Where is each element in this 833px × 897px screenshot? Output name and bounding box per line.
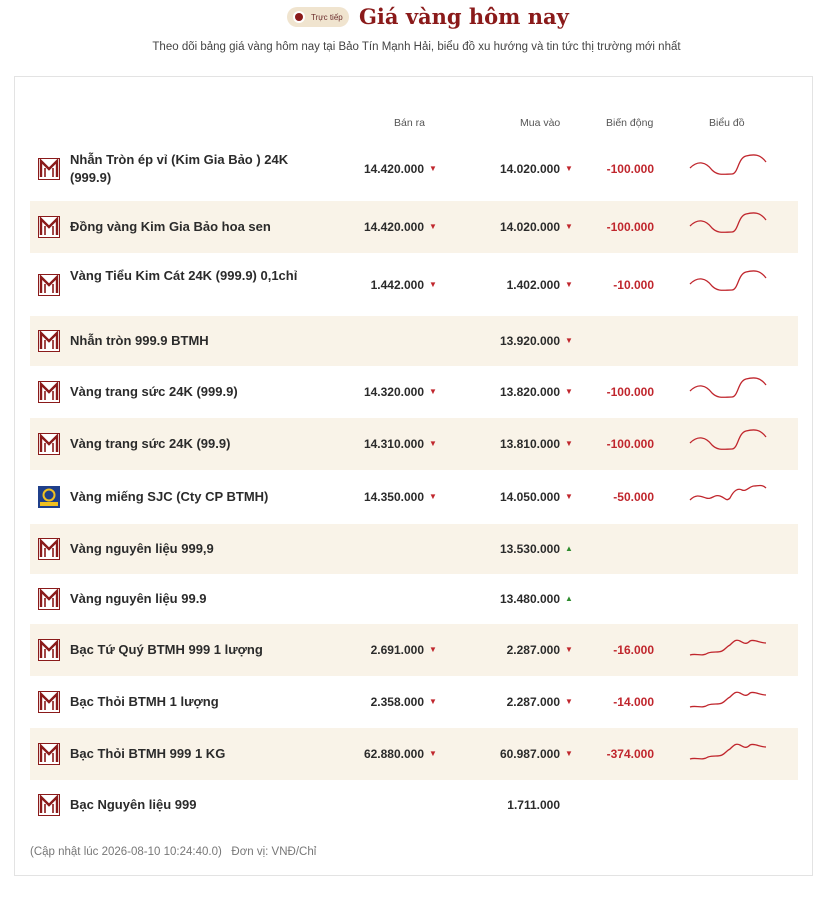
live-badge[interactable] bbox=[287, 7, 349, 27]
trend-down-icon: ▼ bbox=[565, 749, 573, 758]
trend-sparkline[interactable] bbox=[688, 268, 768, 302]
trend-down-icon: ▼ bbox=[565, 279, 573, 289]
trend-down-icon: ▼ bbox=[565, 336, 573, 345]
btmh-logo-icon bbox=[38, 158, 60, 180]
btmh-logo-icon bbox=[38, 743, 60, 765]
buy-price: 14.020.000 bbox=[499, 162, 560, 176]
sell-price: 14.420.000 bbox=[363, 162, 424, 176]
price-change: -100.000 bbox=[606, 220, 654, 234]
btmh-logo-icon bbox=[38, 794, 60, 816]
product-name: Vàng nguyên liệu 99.9 bbox=[70, 591, 207, 606]
btmh-logo-icon bbox=[38, 639, 60, 661]
col-header-sell: Bán ra bbox=[394, 117, 425, 129]
sparkline-path bbox=[690, 430, 766, 449]
btmh-logo-icon bbox=[38, 588, 60, 610]
buy-price: 2.287.000 bbox=[506, 643, 560, 657]
product-name: Nhẫn Tròn ép vỉ (Kim Gia Bảo ) 24K (999.9) bbox=[70, 152, 289, 185]
update-time: (Cập nhật lúc 2026-08-10 10:24:40.0) bbox=[30, 846, 222, 858]
trend-up-icon: ▲ bbox=[565, 594, 573, 603]
trend-down-icon: ▼ bbox=[565, 645, 573, 654]
col-header-buy: Mua vào bbox=[520, 117, 561, 129]
sparkline-path bbox=[690, 378, 766, 397]
product-name: Vàng trang sức 24K (99.9) bbox=[70, 436, 231, 451]
sparkline-path bbox=[690, 486, 766, 501]
trend-down-icon: ▼ bbox=[429, 492, 437, 501]
sell-price: 14.320.000 bbox=[363, 385, 424, 399]
sparkline-path bbox=[690, 692, 766, 707]
buy-price: 1.711.000 bbox=[507, 798, 560, 812]
live-dot-icon bbox=[295, 13, 303, 21]
trend-up-icon: ▲ bbox=[565, 544, 573, 553]
table-row[interactable] bbox=[30, 780, 798, 830]
sell-price: 62.880.000 bbox=[363, 747, 424, 761]
sell-price: 14.310.000 bbox=[363, 437, 424, 451]
price-change: -100.000 bbox=[606, 437, 654, 451]
product-name: Vàng trang sức 24K (999.9) bbox=[70, 384, 238, 399]
product-name: Bạc Nguyên liệu 999 bbox=[70, 797, 197, 812]
table-row[interactable] bbox=[30, 253, 798, 316]
btmh-logo-icon bbox=[38, 274, 60, 296]
table-row[interactable] bbox=[30, 201, 798, 253]
col-header-chart: Biểu đồ bbox=[709, 117, 745, 129]
sell-price: 14.350.000 bbox=[363, 490, 424, 504]
product-name: Vàng Tiểu Kim Cát 24K (999.9) 0,1chỉ bbox=[70, 267, 298, 283]
table-row[interactable] bbox=[30, 418, 798, 470]
trend-down-icon: ▼ bbox=[429, 749, 437, 758]
trend-sparkline[interactable] bbox=[688, 737, 768, 771]
trend-down-icon: ▼ bbox=[429, 164, 437, 173]
sparkline-path bbox=[690, 744, 766, 759]
table-row[interactable] bbox=[30, 470, 798, 524]
trend-down-icon: ▼ bbox=[565, 697, 573, 706]
buy-price: 2.287.000 bbox=[506, 695, 560, 709]
buy-price: 13.920.000 bbox=[499, 334, 560, 348]
product-name: Vàng nguyên liệu 999,9 bbox=[70, 541, 214, 556]
table-row[interactable] bbox=[30, 574, 798, 624]
product-name: Bạc Tứ Quý BTMH 999 1 lượng bbox=[70, 642, 263, 657]
trend-down-icon: ▼ bbox=[565, 387, 573, 396]
price-change: -16.000 bbox=[613, 643, 654, 657]
price-change: -14.000 bbox=[613, 695, 654, 709]
trend-down-icon: ▼ bbox=[429, 439, 437, 448]
buy-price: 13.820.000 bbox=[499, 385, 560, 399]
price-change: -100.000 bbox=[606, 385, 654, 399]
sparkline-path bbox=[690, 213, 766, 232]
btmh-logo-icon bbox=[38, 216, 60, 238]
trend-sparkline[interactable] bbox=[688, 685, 768, 719]
sell-price: 2.358.000 bbox=[370, 695, 424, 709]
trend-down-icon: ▼ bbox=[429, 222, 437, 231]
price-change: -50.000 bbox=[613, 490, 654, 504]
btmh-logo-icon bbox=[38, 691, 60, 713]
trend-sparkline[interactable] bbox=[688, 210, 768, 244]
page-title: Giá vàng hôm nay bbox=[359, 4, 569, 29]
buy-price: 13.480.000 bbox=[499, 592, 560, 606]
btmh-logo-icon bbox=[38, 381, 60, 403]
sparkline-path bbox=[690, 155, 766, 174]
table-row[interactable] bbox=[30, 728, 798, 780]
product-name: Bạc Thỏi BTMH 1 lượng bbox=[70, 694, 219, 709]
trend-sparkline[interactable] bbox=[688, 480, 768, 514]
trend-down-icon: ▼ bbox=[429, 645, 437, 654]
buy-price: 60.987.000 bbox=[499, 747, 560, 761]
buy-price: 14.020.000 bbox=[499, 220, 560, 234]
trend-sparkline[interactable] bbox=[688, 152, 768, 186]
table-row[interactable] bbox=[30, 676, 798, 728]
col-header-change: Biến động bbox=[606, 117, 654, 129]
unit-label: Đơn vị: VNĐ/Chỉ bbox=[231, 846, 317, 858]
trend-sparkline[interactable] bbox=[688, 375, 768, 409]
live-label: Trực tiếp bbox=[311, 12, 343, 22]
buy-price: 13.810.000 bbox=[499, 437, 560, 451]
sparkline-path bbox=[690, 270, 766, 289]
page-subtitle: Theo dõi bảng giá vàng hôm nay tại Bảo Tín Mạnh Hải, biểu đồ xu hướng và tin tức thị trường mới nhất bbox=[152, 41, 681, 53]
sjc-logo-icon bbox=[38, 486, 60, 508]
trend-sparkline[interactable] bbox=[688, 633, 768, 667]
btmh-logo-icon bbox=[38, 538, 60, 560]
btmh-logo-icon bbox=[38, 433, 60, 455]
sparkline-path bbox=[690, 640, 766, 655]
price-change: -374.000 bbox=[606, 747, 654, 761]
product-name: Vàng miếng SJC (Cty CP BTMH) bbox=[70, 489, 269, 504]
sell-price: 14.420.000 bbox=[363, 220, 424, 234]
sell-price: 1.442.000 bbox=[370, 277, 424, 292]
buy-price: 13.530.000 bbox=[499, 542, 560, 556]
product-name: Bạc Thỏi BTMH 999 1 KG bbox=[70, 746, 226, 761]
page-header bbox=[0, 0, 833, 70]
trend-down-icon: ▼ bbox=[429, 279, 437, 289]
buy-price: 14.050.000 bbox=[499, 490, 560, 504]
product-name: Đồng vàng Kim Gia Bảo hoa sen bbox=[70, 219, 271, 234]
table-row[interactable] bbox=[30, 524, 798, 574]
table-row[interactable] bbox=[30, 366, 798, 418]
table-row[interactable] bbox=[30, 316, 798, 366]
price-change: -100.000 bbox=[606, 162, 654, 176]
trend-down-icon: ▼ bbox=[565, 492, 573, 501]
trend-down-icon: ▼ bbox=[565, 222, 573, 231]
price-change: -10.000 bbox=[613, 277, 654, 292]
trend-down-icon: ▼ bbox=[565, 439, 573, 448]
trend-down-icon: ▼ bbox=[565, 164, 573, 173]
table-row[interactable] bbox=[30, 137, 798, 201]
table-row[interactable] bbox=[30, 624, 798, 676]
product-name: Nhẫn tròn 999.9 BTMH bbox=[70, 333, 209, 348]
footer-note bbox=[30, 846, 316, 858]
btmh-logo-icon bbox=[38, 330, 60, 352]
trend-sparkline[interactable] bbox=[688, 427, 768, 461]
buy-price: 1.402.000 bbox=[506, 277, 560, 292]
trend-down-icon: ▼ bbox=[429, 697, 437, 706]
sell-price: 2.691.000 bbox=[370, 643, 424, 657]
trend-down-icon: ▼ bbox=[429, 387, 437, 396]
